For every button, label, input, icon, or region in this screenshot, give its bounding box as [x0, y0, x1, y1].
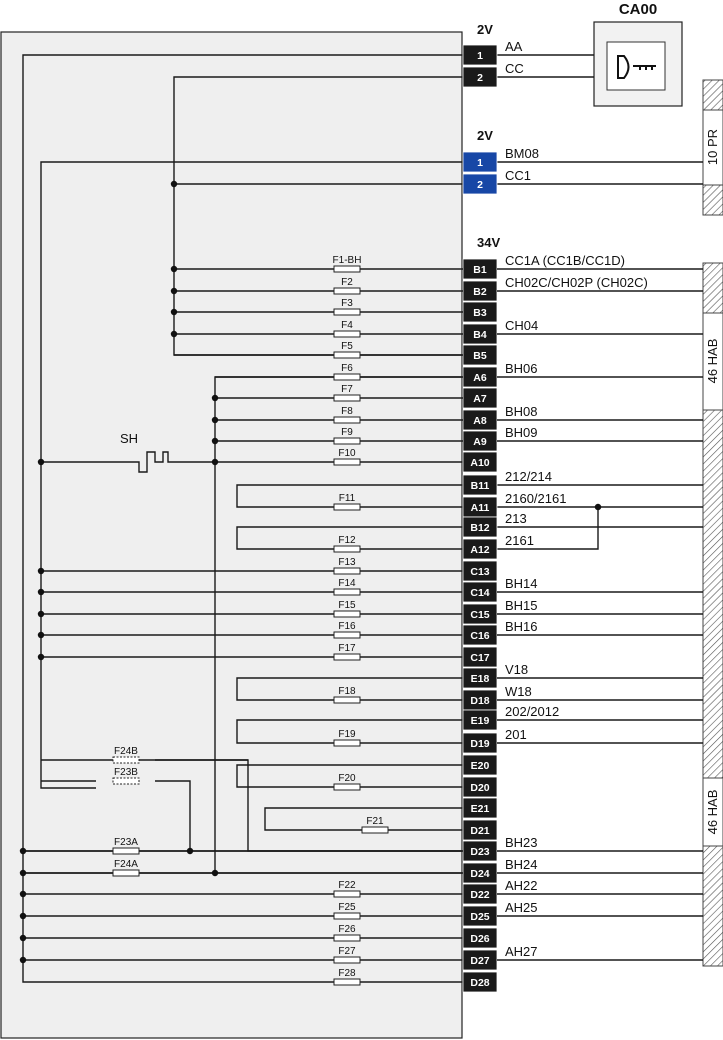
side-label-10pr: 10 PR — [705, 128, 720, 166]
junction-dot-18 — [20, 913, 26, 919]
wire-label-C14-2: BH14 — [505, 576, 538, 591]
fuse-label-F17: F17 — [338, 643, 356, 654]
junction-dot-23 — [595, 504, 601, 510]
junction-dot-19 — [20, 935, 26, 941]
pin-label-D27-3: D27 — [470, 955, 490, 967]
pin-label-D20-3: D20 — [470, 782, 490, 794]
fuse-F2 — [334, 288, 360, 294]
fuse-label-F21: F21 — [366, 816, 384, 827]
fuse-F24A — [113, 870, 139, 876]
pin-label-D26-3: D26 — [470, 933, 490, 945]
side-label-46hab-1: 46 HAB — [705, 338, 720, 384]
junction-dot-17 — [20, 891, 26, 897]
pin-label-C15-2: C15 — [470, 609, 490, 621]
pin-label-1-1: 1 — [477, 157, 483, 169]
pin-label-D24-3: D24 — [470, 868, 490, 880]
fuse-label-F11: F11 — [338, 493, 356, 504]
spare-fuse-F24B — [113, 757, 139, 763]
pin-label-D21-3: D21 — [470, 825, 490, 837]
pin-label-A7-2: A7 — [473, 393, 487, 405]
junction-dot-0 — [171, 181, 177, 187]
fuse-F13 — [334, 568, 360, 574]
connector-header-2v-2: 2V — [477, 128, 493, 143]
junction-dot-13 — [38, 632, 44, 638]
fuse-label-F15: F15 — [338, 600, 356, 611]
pin-label-C17-2: C17 — [470, 652, 490, 664]
pin-label-D22-3: D22 — [470, 889, 490, 901]
fuse-F12 — [334, 546, 360, 552]
pin-label-1-0: 1 — [477, 50, 483, 62]
fuse-label-F19: F19 — [338, 729, 356, 740]
fuse-label-F23A: F23A — [114, 837, 138, 848]
pin-label-E21-3: E21 — [470, 803, 490, 815]
fuse-label-F12: F12 — [338, 535, 356, 546]
fuse-F1-BH — [334, 266, 360, 272]
wire-label-D25-3: AH25 — [505, 900, 538, 915]
fuse-F10 — [334, 459, 360, 465]
wire-label-B2-2: CH02C/CH02P (CH02C) — [505, 275, 648, 290]
fuse-F23A — [113, 848, 139, 854]
pin-label-E18-3: E18 — [470, 673, 490, 685]
fuse-label-F25: F25 — [338, 902, 356, 913]
fuse-label-F27: F27 — [338, 946, 356, 957]
junction-dot-15 — [20, 848, 26, 854]
wire-label-1-0: AA — [505, 39, 523, 54]
wire-label-D19-3: 201 — [505, 727, 527, 742]
wire-label-D22-3: AH22 — [505, 878, 538, 893]
junction-dot-5 — [212, 395, 218, 401]
fuse-F20 — [334, 784, 360, 790]
junction-dot-8 — [212, 459, 218, 465]
pin-label-B5-2: B5 — [473, 350, 487, 362]
wire-label-A8-2: BH08 — [505, 404, 538, 419]
fuse-F4 — [334, 331, 360, 337]
pin-label-C14-2: C14 — [470, 587, 490, 599]
junction-dot-2 — [171, 288, 177, 294]
fuse-F26 — [334, 935, 360, 941]
fuse-label-F24A: F24A — [114, 859, 138, 870]
junction-dot-10 — [38, 568, 44, 574]
pin-label-E19-3: E19 — [470, 715, 490, 727]
junction-dot-11 — [38, 589, 44, 595]
fuse-label-F22: F22 — [338, 880, 356, 891]
fuse-F14 — [334, 589, 360, 595]
junction-dot-14 — [38, 654, 44, 660]
pin-label-A8-2: A8 — [473, 415, 487, 427]
fuse-F25 — [334, 913, 360, 919]
wire-label-D24-3: BH24 — [505, 857, 538, 872]
ca00-title: CA00 — [618, 1, 658, 18]
spare-fuse-F23B — [113, 778, 139, 784]
fuse-F15 — [334, 611, 360, 617]
wire-label-B11-2: 212/214 — [505, 469, 552, 484]
fuse-F16 — [334, 632, 360, 638]
junction-dot-6 — [212, 417, 218, 423]
pin-label-D18-3: D18 — [470, 695, 490, 707]
pin-label-A6-2: A6 — [473, 372, 487, 384]
pin-label-B4-2: B4 — [473, 329, 487, 341]
pin-label-B2-2: B2 — [473, 286, 487, 298]
connector-header-2v-1: 2V — [477, 22, 493, 37]
fuse-label-F16: F16 — [338, 621, 356, 632]
side-label-46hab-2: 46 HAB — [705, 789, 720, 835]
pin-label-D23-3: D23 — [470, 846, 490, 858]
spare-fuse-label-F24B: F24B — [114, 746, 138, 757]
wire-label-2-1: CC1 — [505, 168, 532, 183]
fuse-F22 — [334, 891, 360, 897]
junction-dot-20 — [20, 957, 26, 963]
wire-label-A12-2: 2161 — [505, 533, 534, 548]
fuse-label-F9: F9 — [341, 427, 353, 438]
fuse-F7 — [334, 395, 360, 401]
sh-label: SH — [120, 431, 139, 446]
pin-label-A10-2: A10 — [470, 457, 490, 469]
fuse-label-F7: F7 — [341, 384, 353, 395]
fuse-label-F10: F10 — [338, 448, 356, 459]
pin-label-A9-2: A9 — [473, 436, 487, 448]
fuse-F28 — [334, 979, 360, 985]
pin-label-B3-2: B3 — [473, 307, 487, 319]
fuse-label-F18: F18 — [338, 686, 356, 697]
fuse-F5 — [334, 352, 360, 358]
pin-label-B1-2: B1 — [473, 264, 487, 276]
wire-label-2-0: CC — [505, 61, 524, 76]
fuse-F8 — [334, 417, 360, 423]
wire-label-A9-2: BH09 — [505, 425, 538, 440]
wire-label-1-1: BM08 — [505, 146, 539, 161]
fuse-label-F3: F3 — [341, 298, 353, 309]
wire-label-A6-2: BH06 — [505, 361, 538, 376]
junction-dot-21 — [187, 848, 193, 854]
fuse-label-F6: F6 — [341, 363, 353, 374]
junction-dot-12 — [38, 611, 44, 617]
fuse-F21 — [362, 827, 388, 833]
wire-label-B12-2: 213 — [505, 511, 527, 526]
connector-header-34v: 34V — [477, 235, 501, 250]
fuse-F3 — [334, 309, 360, 315]
fuse-label-F2: F2 — [341, 277, 353, 288]
junction-dot-7 — [212, 438, 218, 444]
pin-label-D25-3: D25 — [470, 911, 490, 923]
pin-label-C16-2: C16 — [470, 630, 490, 642]
pin-label-D19-3: D19 — [470, 738, 490, 750]
spare-fuse-label-F23B: F23B — [114, 767, 138, 778]
pin-label-2-1: 2 — [477, 179, 483, 191]
pin-label-D28-3: D28 — [470, 977, 490, 989]
pin-label-C13-2: C13 — [470, 566, 490, 578]
fuse-label-F5: F5 — [341, 341, 353, 352]
junction-dot-1 — [171, 266, 177, 272]
junction-dot-9 — [38, 459, 44, 465]
wire-label-C15-2: BH15 — [505, 598, 538, 613]
wire-label-B1-2: CC1A (CC1B/CC1D) — [505, 253, 625, 268]
pin-label-2-0: 2 — [477, 72, 483, 84]
fuse-label-F14: F14 — [338, 578, 356, 589]
wire-label-E18-3: V18 — [505, 662, 529, 677]
fuse-label-F26: F26 — [338, 924, 356, 935]
fuse-F27 — [334, 957, 360, 963]
junction-dot-16 — [20, 870, 26, 876]
junction-dot-3 — [171, 309, 177, 315]
wire-label-B4-2: CH04 — [505, 318, 539, 333]
wire-label-C16-2: BH16 — [505, 619, 538, 634]
fuse-F17 — [334, 654, 360, 660]
fuse-label-F8: F8 — [341, 406, 353, 417]
fuse-label-F20: F20 — [338, 773, 356, 784]
wire-label-D23-3: BH23 — [505, 835, 538, 850]
pin-label-A11-2: A11 — [470, 502, 490, 514]
wire-label-D18-3: W18 — [505, 684, 532, 699]
junction-dot-22 — [212, 870, 218, 876]
fuse-label-F28: F28 — [338, 968, 356, 979]
fuse-box-panel — [1, 32, 462, 1038]
pin-label-B12-2: B12 — [470, 522, 490, 534]
fuse-F18 — [334, 697, 360, 703]
pin-label-E20-3: E20 — [470, 760, 490, 772]
wire-label-A11-2: 2160/2161 — [505, 491, 567, 506]
wire-label-D27-3: AH27 — [505, 944, 538, 959]
junction-dot-4 — [171, 331, 177, 337]
fuse-label-F13: F13 — [338, 557, 356, 568]
fuse-F9 — [334, 438, 360, 444]
wire-label-E19-3: 202/2012 — [505, 704, 560, 719]
fuse-label-F1-BH: F1-BH — [332, 255, 362, 266]
pin-label-A12-2: A12 — [470, 544, 490, 556]
pin-label-B11-2: B11 — [470, 480, 490, 492]
fuse-label-F4: F4 — [341, 320, 353, 331]
fuse-F11 — [334, 504, 360, 510]
fuse-F19 — [334, 740, 360, 746]
fuse-F6 — [334, 374, 360, 380]
